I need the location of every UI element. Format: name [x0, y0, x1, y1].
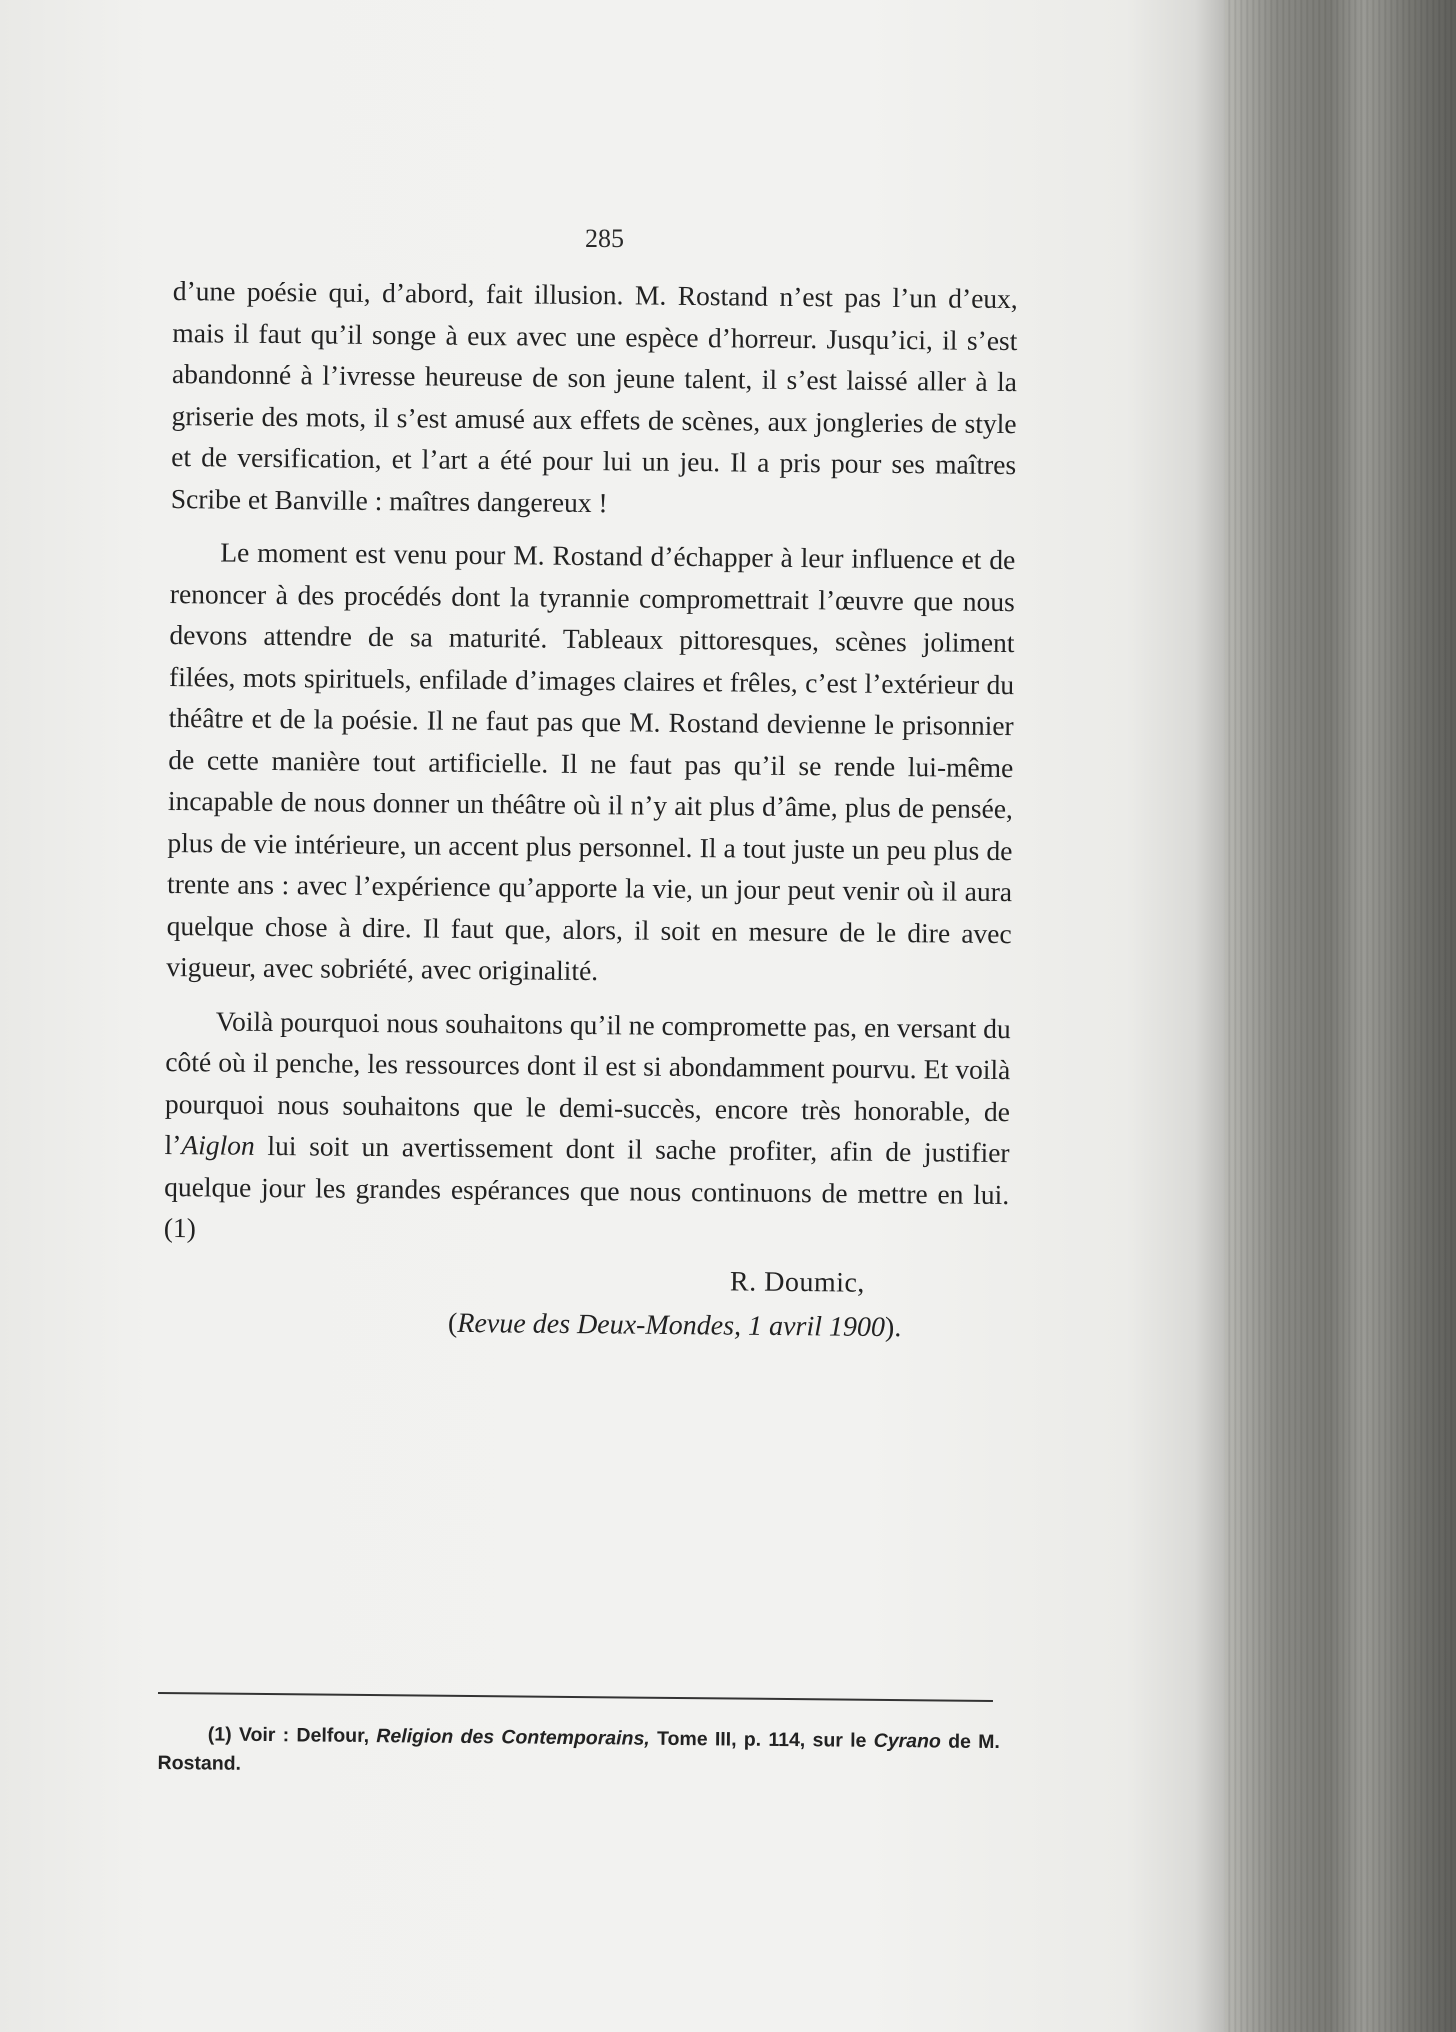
paragraph-3-text-a: Voilà pourquoi nous souhaitons qu’il ne compromette pas, en versant du côté où il penche, les ressources dont il est si abondamment pourvu. Et voilà pourquoi nous souhaitons que le demi-succès, encore très honorable, de l’	[164, 1004, 1011, 1161]
source-open-paren: (	[447, 1307, 458, 1339]
page-number: 285	[585, 224, 624, 253]
footnote-reference: (1)	[163, 1211, 197, 1244]
source-title: Revue des Deux-Mondes, 1 avril 1900	[457, 1307, 886, 1344]
source-close: ).	[884, 1312, 902, 1344]
play-title-aiglon: Aiglon	[181, 1129, 255, 1161]
body-text	[163, 270, 1017, 1269]
footnote-middle: Tome III, p. 114, sur le	[656, 1727, 867, 1752]
source-citation	[448, 1308, 902, 1344]
footnote-marker: (1)	[207, 1723, 232, 1746]
paragraph-2: Le moment est venu pour M. Rostand d’échapper à leur influence et de renoncer à des procédés dont la tyrannie compromettrait l’œuvre que nous devons attendre de sa maturité. Tableaux pittoresques, scènes joliment filées, mots spirituels, enfilade d’images claires et frêles, c’est l’extérieur du théâtre et de la poésie. Il ne faut pas que M. Rostand devienne le prisonnier de cette manière tout artificielle. Il ne faut pas qu’il se rende lui-même incapable de nous donner un théâtre où il n’y ait plus d’âme, plus de pensée, plus de vie intérieure, un accent plus personnel. Il a tout juste un peu plus de trente ans : avec l’expérience qu’apporte la vie, un jour peut venir où il aura quelque chose à dire. Il faut que, alors, il soit en mesure de le dire avec vigueur, avec sobriété, avec originalité.	[166, 536, 1016, 987]
paragraph-3	[164, 999, 1011, 1256]
footnote	[157, 1720, 1000, 1786]
footnote-lead: Voir : Delfour,	[238, 1723, 370, 1748]
footnote-subject: Cyrano	[873, 1729, 941, 1753]
footnote-work-title: Religion des Contemporains,	[376, 1725, 650, 1750]
footnote-tail: de M. Rostand.	[157, 1730, 1000, 1775]
paragraph-3-text-b: lui soit un avertissement dont il sache profiter, afin de justifier quelque jour les grandes espérances que nous continuons de mettre en lui.	[164, 1129, 1010, 1210]
book-fore-edge	[1225, 0, 1456, 2032]
paragraph-1: d’une poésie qui, d’abord, fait illusion. M. Rostand n’est pas l’un d’eux, mais il faut qu’il songe à eux avec une espèce d’horreur. Jusqu’ici, il s’est abandonné à l’ivresse heureuse de son jeune talent, il s’est laissé aller à la griserie des mots, il s’est amusé aux effets de scènes, aux jongleries de style et de versification, et l’art a été pour lui un jeu. Il a pris pour ses maîtres Scribe et Banville : maîtres dangereux !	[170, 274, 1018, 518]
author-signature: R. Doumic,	[729, 1266, 866, 1299]
